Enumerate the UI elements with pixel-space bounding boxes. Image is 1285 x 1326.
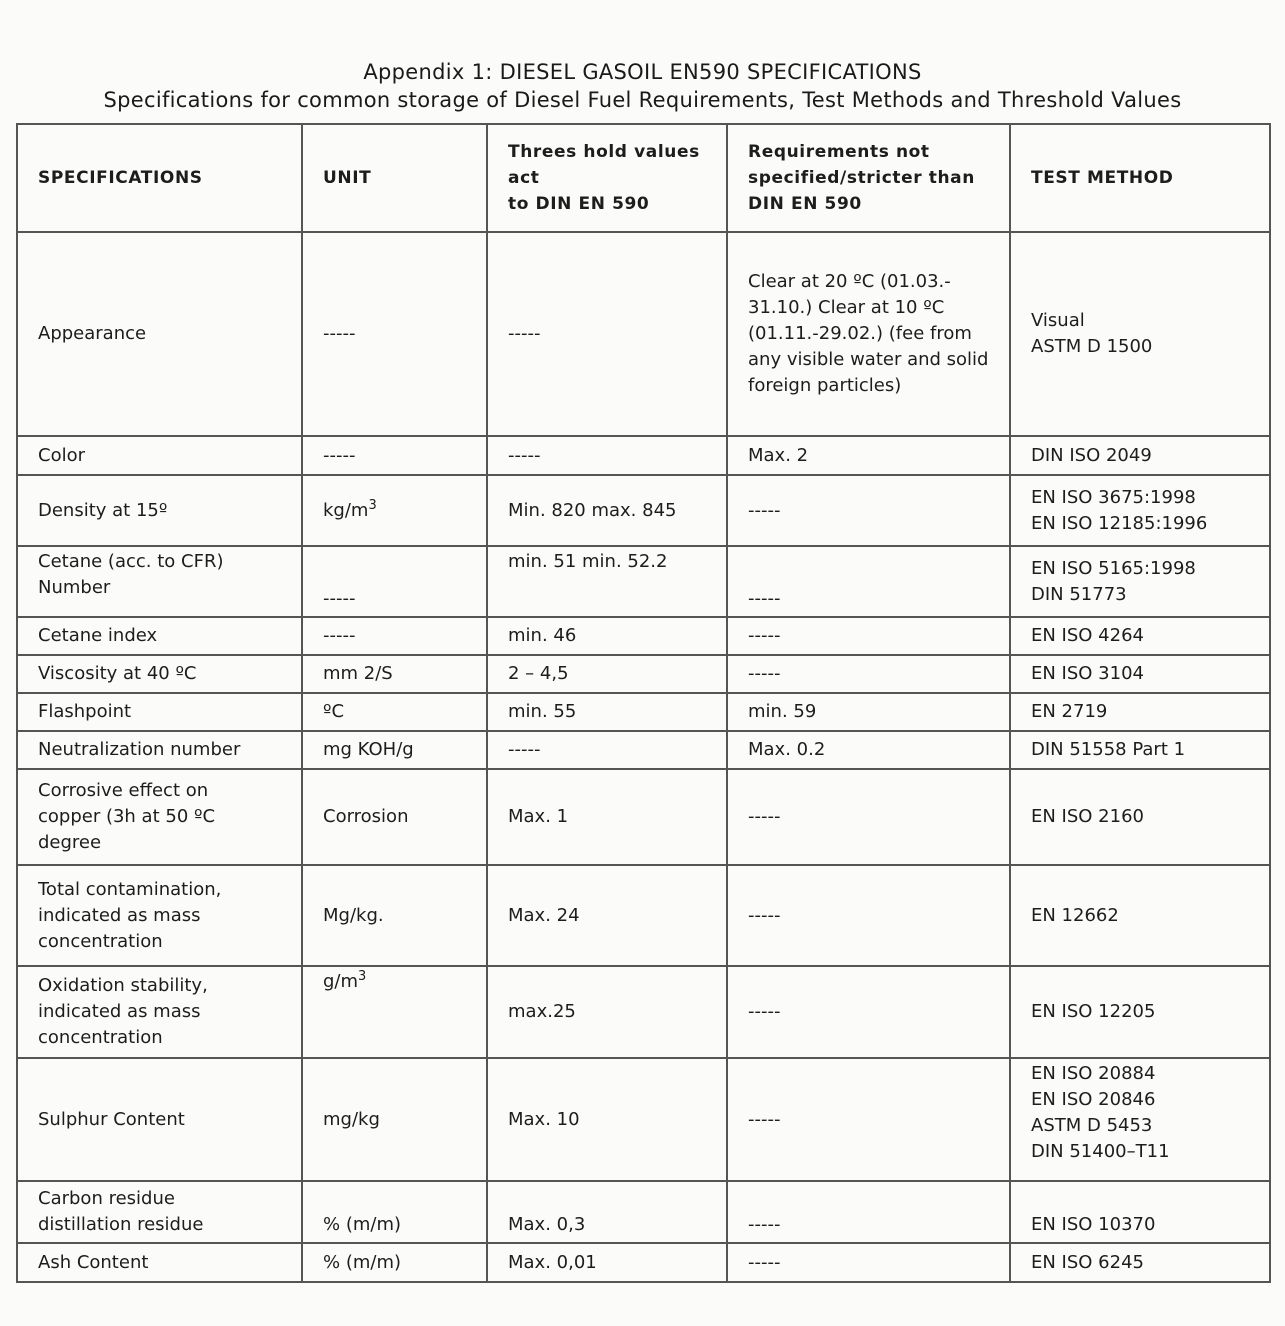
method-cell: EN ISO 2160: [1010, 769, 1270, 865]
method-cell: EN 12662: [1010, 865, 1270, 966]
method-cell: EN ISO 20884 EN ISO 20846 ASTM D 5453 DIN 51400–T11: [1010, 1058, 1270, 1181]
unit-cell: [302, 475, 487, 546]
table-row: [17, 1243, 1270, 1282]
unit-cell: mm 2/S: [302, 655, 487, 693]
requirement-cell: -----: [727, 655, 1010, 693]
threshold-cell: Min. 820 max. 845: [487, 475, 727, 546]
threshold-cell: max.25: [487, 966, 727, 1058]
method-cell: EN ISO 3675:1998 EN ISO 12185:1996: [1010, 475, 1270, 546]
threshold-cell: Max. 0,3: [487, 1181, 727, 1243]
header-specifications: SPECIFICATIONS: [17, 124, 302, 232]
spec-cell: Density at 15º: [17, 475, 302, 546]
method-cell: EN ISO 10370: [1010, 1181, 1270, 1243]
spec-cell: Cetane index: [17, 617, 302, 655]
spec-cell: Oxidation stability, indicated as mass concentration: [17, 966, 302, 1058]
method-cell: DIN 51558 Part 1: [1010, 731, 1270, 769]
requirement-cell: -----: [727, 1058, 1010, 1181]
specifications-table: [16, 123, 1271, 1283]
spec-cell: Viscosity at 40 ºC: [17, 655, 302, 693]
spec-cell: Total contamination, indicated as mass concentration: [17, 865, 302, 966]
spec-cell: Sulphur Content: [17, 1058, 302, 1181]
table-row: [17, 966, 1270, 1058]
table-row: [17, 693, 1270, 731]
unit-base: kg/m: [323, 499, 369, 521]
threshold-cell: -----: [487, 232, 727, 436]
unit-cell: Corrosion: [302, 769, 487, 865]
threshold-cell: min. 46: [487, 617, 727, 655]
spec-cell: Corrosive effect on copper (3h at 50 ºC degree: [17, 769, 302, 865]
spec-cell: Neutralization number: [17, 731, 302, 769]
document-title: Appendix 1: DIESEL GASOIL EN590 SPECIFICATIONS: [363, 60, 922, 84]
method-cell: Visual ASTM D 1500: [1010, 232, 1270, 436]
requirement-cell: -----: [727, 966, 1010, 1058]
header-requirements: Requirements not specified/stricter than DIN EN 590: [727, 124, 1010, 232]
threshold-cell: Max. 24: [487, 865, 727, 966]
spec-cell: Ash Content: [17, 1243, 302, 1282]
unit-cell: -----: [302, 232, 487, 436]
table-row: [17, 436, 1270, 475]
table-row: [17, 1181, 1270, 1243]
table-row: [17, 617, 1270, 655]
unit-cell: mg/kg: [302, 1058, 487, 1181]
unit-cell: -----: [302, 546, 487, 617]
requirement-cell: -----: [727, 1181, 1010, 1243]
threshold-cell: Max. 10: [487, 1058, 727, 1181]
header-test-method: TEST METHOD: [1010, 124, 1270, 232]
threshold-cell: Max. 0,01: [487, 1243, 727, 1282]
table-row: [17, 769, 1270, 865]
method-cell: DIN ISO 2049: [1010, 436, 1270, 475]
method-cell: EN ISO 4264: [1010, 617, 1270, 655]
spec-cell: Carbon residue distillation residue: [17, 1181, 302, 1243]
requirement-cell: -----: [727, 546, 1010, 617]
requirement-cell: -----: [727, 769, 1010, 865]
unit-base: g/m: [323, 971, 359, 992]
method-cell: EN ISO 5165:1998 DIN 51773: [1010, 546, 1270, 617]
table-header-row: [17, 124, 1270, 232]
header-unit: UNIT: [302, 124, 487, 232]
method-cell: EN 2719: [1010, 693, 1270, 731]
unit-cell: mg KOH/g: [302, 731, 487, 769]
unit-superscript: 3: [368, 497, 377, 513]
table-row: [17, 546, 1270, 617]
requirement-cell: Max. 0.2: [727, 731, 1010, 769]
method-cell: EN ISO 6245: [1010, 1243, 1270, 1282]
document-heading: [0, 58, 1285, 114]
requirement-cell: -----: [727, 475, 1010, 546]
threshold-cell: -----: [487, 731, 727, 769]
requirement-cell: -----: [727, 617, 1010, 655]
unit-cell: [302, 966, 487, 1058]
threshold-cell: 2 – 4,5: [487, 655, 727, 693]
method-cell: EN ISO 3104: [1010, 655, 1270, 693]
unit-cell: % (m/m): [302, 1181, 487, 1243]
spec-cell: Cetane (acc. to CFR) Number: [17, 546, 302, 617]
document-subtitle: Specifications for common storage of Diesel Fuel Requirements, Test Methods and Threshold Values: [103, 88, 1182, 112]
unit-cell: -----: [302, 436, 487, 475]
table-row: [17, 655, 1270, 693]
unit-cell: -----: [302, 617, 487, 655]
table-row: [17, 475, 1270, 546]
requirement-cell: min. 59: [727, 693, 1010, 731]
unit-cell: Mg/kg.: [302, 865, 487, 966]
threshold-cell: min. 55: [487, 693, 727, 731]
header-threshold: Threes hold values act to DIN EN 590: [487, 124, 727, 232]
threshold-cell: Max. 1: [487, 769, 727, 865]
threshold-cell: -----: [487, 436, 727, 475]
table-row: [17, 232, 1270, 436]
table-row: [17, 1058, 1270, 1181]
table-row: [17, 865, 1270, 966]
unit-superscript: 3: [358, 969, 367, 984]
requirement-cell: Clear at 20 ºC (01.03.- 31.10.) Clear at 10 ºC (01.11.-29.02.) (fee from any visible water and solid foreign particles): [727, 232, 1010, 436]
spec-cell: Appearance: [17, 232, 302, 436]
spec-cell: Color: [17, 436, 302, 475]
threshold-cell: min. 51 min. 52.2: [487, 546, 727, 617]
requirement-cell: -----: [727, 1243, 1010, 1282]
requirement-cell: Max. 2: [727, 436, 1010, 475]
spec-cell: Flashpoint: [17, 693, 302, 731]
method-cell: EN ISO 12205: [1010, 966, 1270, 1058]
unit-cell: % (m/m): [302, 1243, 487, 1282]
table-row: [17, 731, 1270, 769]
unit-cell: ºC: [302, 693, 487, 731]
requirement-cell: -----: [727, 865, 1010, 966]
